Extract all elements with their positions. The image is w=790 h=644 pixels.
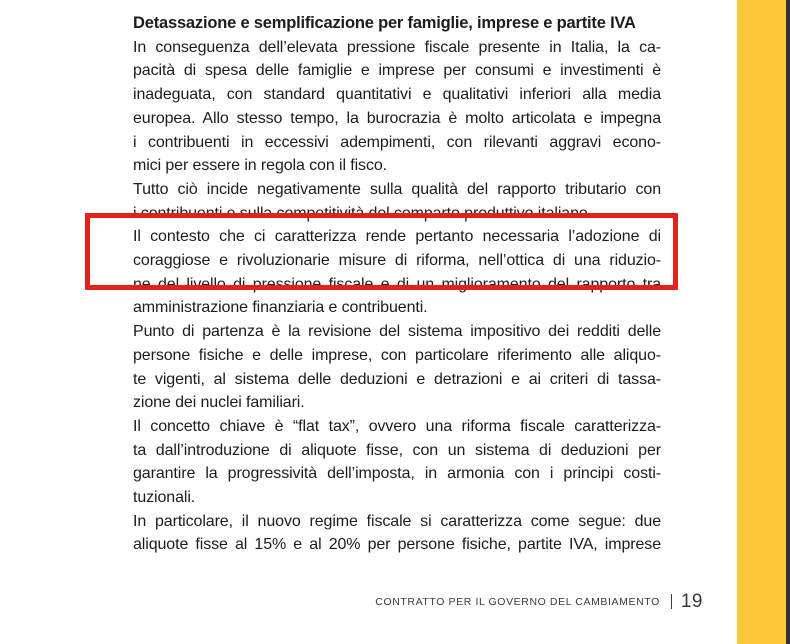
body-line: i contribuenti in eccessivi adempimenti, con rilevanti aggravi econo- xyxy=(133,133,661,151)
body-line: inadeguata, con standard quantitativi e qualitativi inferiori alla media xyxy=(133,86,661,104)
body-line: zione dei nuclei familiari. xyxy=(133,394,305,412)
body-line: ta dall’introduzione di aliquote fisse, con un sistema di deduzioni per xyxy=(133,441,661,459)
body-line: i contribuenti e sulla competitività del comparto produttivo italiano. xyxy=(133,204,593,222)
footer-document-title: CONTRATTO PER IL GOVERNO DEL CAMBIAMENTO xyxy=(375,595,660,608)
body-line: persone fisiche e delle imprese, con particolare riferimento alle aliquo- xyxy=(133,346,661,364)
page-footer xyxy=(375,592,703,611)
body-line-highlighted: ne del livello di pressione fiscale e di un miglioramento del rapporto tra xyxy=(133,275,661,293)
body-line-highlighted: coraggiose e rivoluzionarie misure di riforma, nell’ottica di una riduzio- xyxy=(133,252,661,270)
body-line: Tutto ciò incide negativamente sulla qualità del rapporto tributario con xyxy=(133,180,661,198)
body-line: amministrazione finanziaria e contribuenti. xyxy=(133,299,428,317)
page-number: 19 xyxy=(680,591,703,612)
body-line-highlighted: Il contesto che ci caratterizza rende pertanto necessaria l’adozione di xyxy=(133,228,661,246)
yellow-margin-stripe xyxy=(737,0,786,644)
body-line: Punto di partenza è la revisione del sistema impositivo dei redditi delle xyxy=(133,323,661,341)
body-line: te vigenti, al sistema delle deduzioni e detrazioni e ai criteri di tassa- xyxy=(133,370,661,388)
red-highlight-rectangle xyxy=(85,213,678,290)
body-line: pacità di spesa delle famiglie e imprese per consumi e investimenti è xyxy=(133,62,661,80)
body-line: tuzionali. xyxy=(133,489,196,507)
body-line: In particolare, il nuovo regime fiscale si caratterizza come segue: due xyxy=(133,512,661,530)
page-edge-dark-strip xyxy=(786,0,790,644)
body-line: aliquote fisse al 15% e al 20% per persone fisiche, partite IVA, imprese xyxy=(133,536,661,554)
body-line: In conseguenza dell’elevata pressione fiscale presente in Italia, la ca- xyxy=(133,38,661,56)
body-line: garantire la progressività dell’imposta, in armonia con i principi costi- xyxy=(133,465,661,483)
section-title: Detassazione e semplificazione per famiglie, imprese e partite IVA xyxy=(133,14,636,32)
footer-separator xyxy=(671,594,672,609)
body-line: mici per essere in regola con il fisco. xyxy=(133,157,387,175)
body-line: Il concetto chiave è “flat tax”, ovvero una riforma fiscale caratterizza- xyxy=(133,417,661,435)
body-line: europea. Allo stesso tempo, la burocrazia è molto articolata e impegna xyxy=(133,109,661,127)
